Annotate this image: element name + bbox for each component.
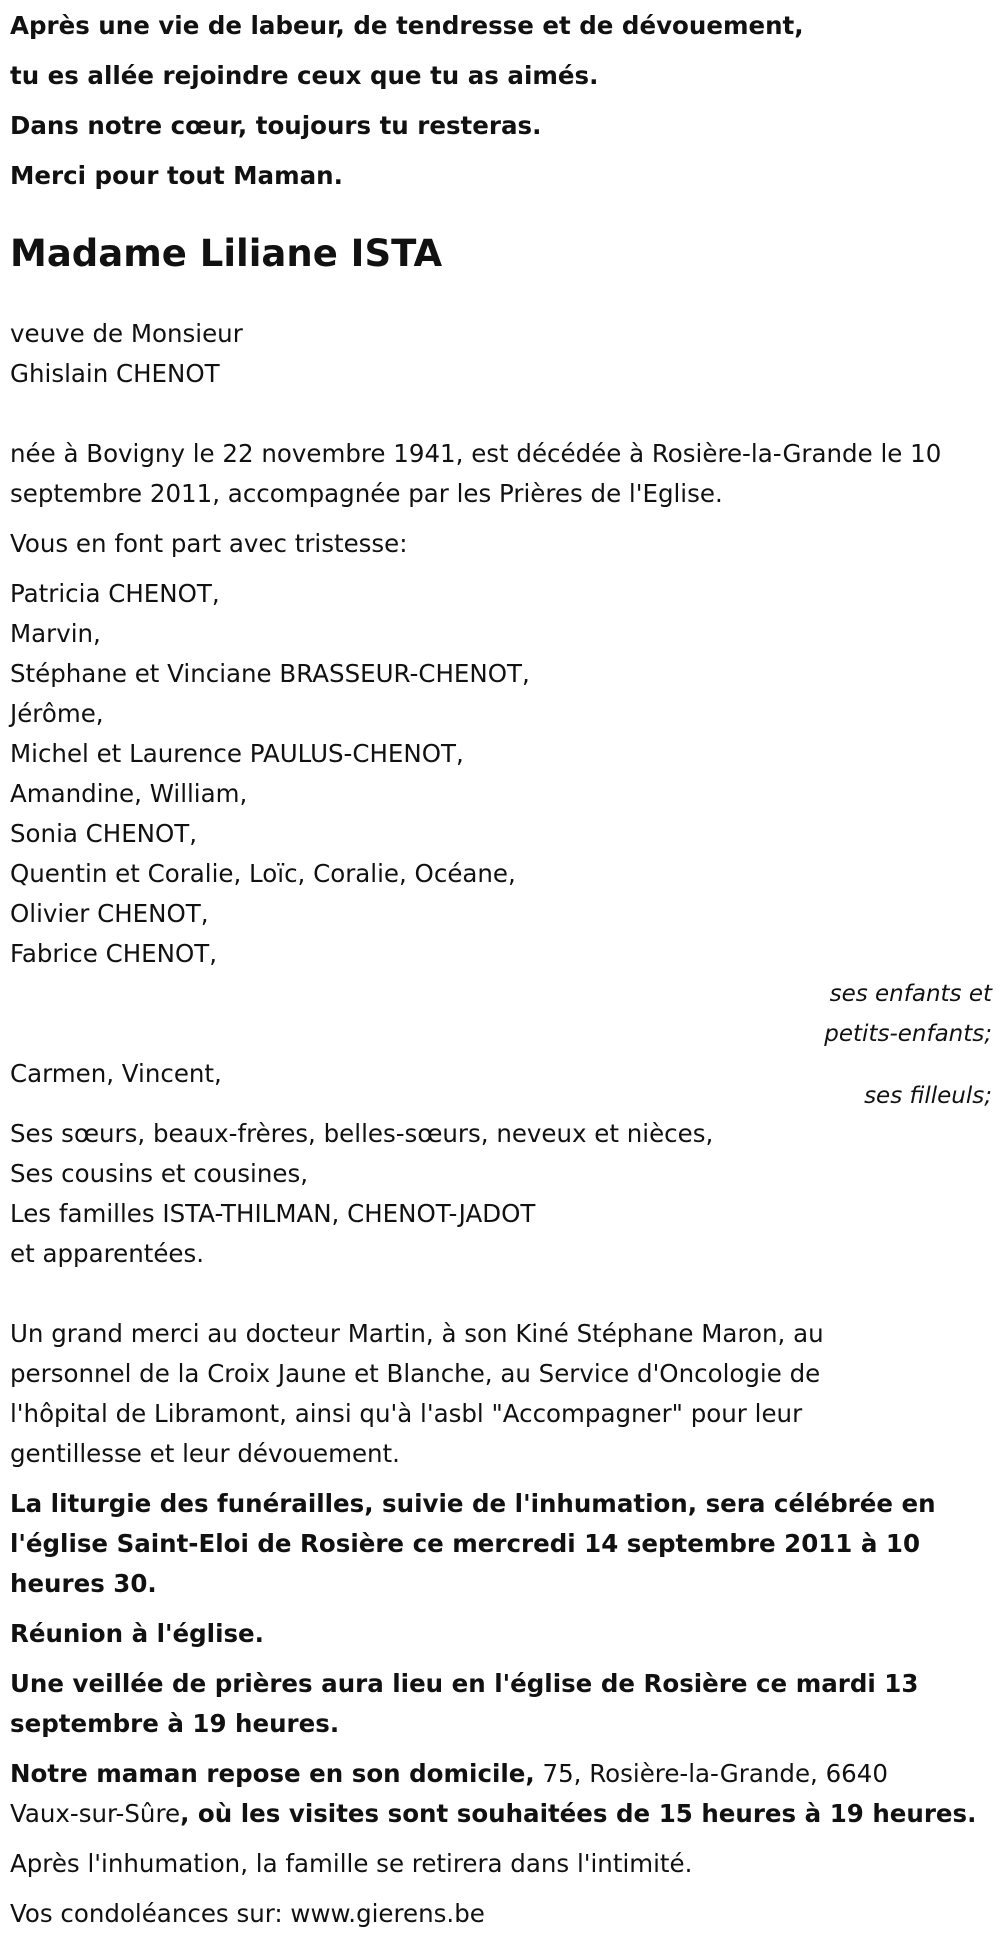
family-member: Sonia CHENOT, [10,819,198,848]
rest-address-2: Vaux-sur-Sûre [10,1799,181,1828]
after-text: Après l'inhumation, la famille se retirera dans l'intimité. [10,1849,693,1878]
relatives-line: Ses sœurs, beaux-frères, belles-sœurs, neveux et nièces, [10,1119,714,1148]
intro-line: Dans notre cœur, toujours tu resteras. [10,111,542,140]
obituary-page [10,6,992,1944]
children-label [10,974,992,1054]
relatives-list [10,1114,992,1274]
birth-death-line: septembre 2011, accompagnée par les Prières de l'Eglise. [10,479,723,508]
liturgy-line: heures 30. [10,1569,157,1598]
condolences-text: Vos condoléances sur: www.gierens.be [10,1899,485,1928]
family-member: Marvin, [10,619,101,648]
liturgy-paragraph [10,1484,992,1604]
thanks-line: personnel de la Croix Jaune et Blanche, au Service d'Oncologie de [10,1359,821,1388]
vigil-line: septembre à 19 heures. [10,1709,340,1738]
widow-line: Ghislain CHENOT [10,359,220,388]
widow-line: veuve de Monsieur [10,319,243,348]
after-paragraph [10,1844,992,1884]
birth-death-info [10,434,992,514]
family-member: Amandine, William, [10,779,248,808]
vigil-line: Une veillée de prières aura lieu en l'église de Rosière ce mardi 13 [10,1669,919,1698]
rest-bold-1: Notre maman repose en son domicile, [10,1759,535,1788]
family-member: Jérôme, [10,699,104,728]
announcement [10,524,992,564]
vigil-paragraph [10,1664,992,1744]
family-member: Quentin et Coralie, Loïc, Coralie, Océane, [10,859,516,888]
rest-bold-2: , où les visites sont souhaitées de 15 heures à 19 heures. [180,1799,977,1828]
birth-death-line: née à Bovigny le 22 novembre 1941, est décédée à Rosière-la-Grande le 10 [10,439,942,468]
rest-address-1: 75, Rosière-la-Grande, 6640 [534,1759,888,1788]
intro-line: tu es allée rejoindre ceux que tu as aimés. [10,61,599,90]
children-label-line: ses enfants et [829,981,992,1007]
children-label-line: petits-enfants; [824,1021,992,1047]
relatives-line: et apparentées. [10,1239,205,1268]
meeting-paragraph [10,1614,992,1654]
family-member: Patricia CHENOT, [10,579,220,608]
intro-poem [10,6,992,196]
liturgy-line: l'église Saint-Eloi de Rosière ce mercredi 14 septembre 2011 à 10 [10,1529,921,1558]
thanks-line: l'hôpital de Libramont, ainsi qu'à l'asbl "Accompagner" pour leur [10,1399,803,1428]
announcement-text: Vous en font part avec tristesse: [10,529,408,558]
family-member: Stéphane et Vinciane BRASSEUR-CHENOT, [10,659,530,688]
widow-of [10,314,992,394]
deceased-name: Madame Liliane ISTA [10,232,443,275]
family-member: Michel et Laurence PAULUS-CHENOT, [10,739,464,768]
thanks-paragraph [10,1314,992,1474]
meeting-text: Réunion à l'église. [10,1619,264,1648]
godchildren-names: Carmen, Vincent, [10,1059,222,1088]
family-list [10,574,992,974]
godchildren-label-text: ses filleuls; [864,1083,992,1109]
liturgy-line: La liturgie des funérailles, suivie de l'inhumation, sera célébrée en [10,1489,936,1518]
condolences-paragraph [10,1894,992,1934]
relatives-line: Ses cousins et cousines, [10,1159,308,1188]
family-member: Fabrice CHENOT, [10,939,217,968]
thanks-line: gentillesse et leur dévouement. [10,1439,400,1468]
intro-line: Après une vie de labeur, de tendresse et de dévouement, [10,11,804,40]
rest-paragraph [10,1754,992,1834]
family-member: Olivier CHENOT, [10,899,209,928]
relatives-line: Les familles ISTA-THILMAN, CHENOT-JADOT [10,1199,536,1228]
intro-line: Merci pour tout Maman. [10,161,343,190]
thanks-line: Un grand merci au docteur Martin, à son Kiné Stéphane Maron, au [10,1319,824,1348]
